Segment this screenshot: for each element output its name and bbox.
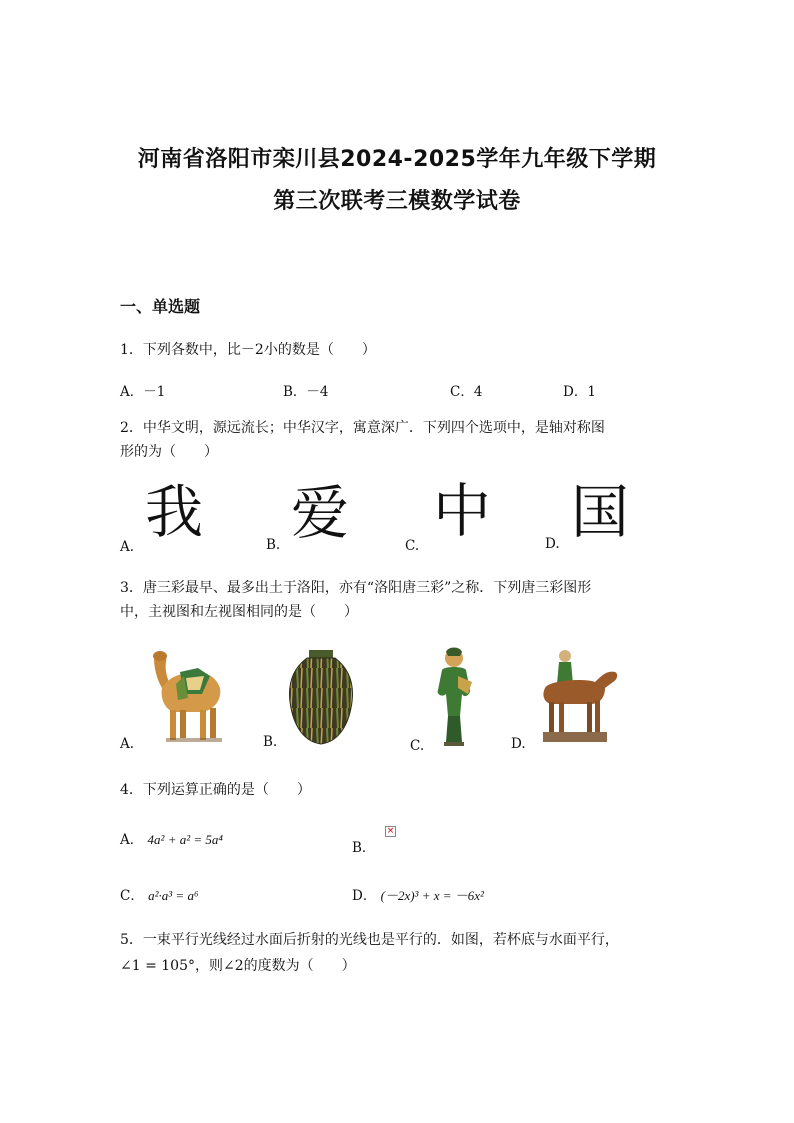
- q3-option-d-label: D.: [511, 736, 526, 752]
- option-expression: a²·a³ = a⁶: [148, 888, 199, 903]
- option-text: －4: [306, 384, 329, 400]
- option-expression: 4a² + a² = 5a⁴: [147, 832, 223, 847]
- page-title: 河南省洛阳市栾川县2024-2025学年九年级下学期: [137, 147, 657, 172]
- tang-sancai-camel-image: [140, 648, 230, 746]
- option-label: B．: [283, 384, 307, 400]
- q2-option-c-character: 中: [433, 477, 492, 545]
- q1-option-c: [450, 380, 482, 400]
- q3-option-c-label: C.: [410, 738, 425, 754]
- question-3-stem-line1: 3．唐三彩最早、最多出土于洛阳，亦有“洛阳唐三彩”之称．下列唐三彩图形: [120, 580, 592, 596]
- tang-sancai-horse-rider-image: [535, 648, 620, 746]
- option-text: 4: [473, 384, 483, 400]
- question-4-stem: 4．下列运算正确的是（ ）: [120, 782, 311, 798]
- option-expression: (－2x)³ + x = －6x²: [380, 888, 484, 903]
- q4-option-c: [120, 884, 198, 904]
- page-subtitle: 第三次联考三模数学试卷: [273, 189, 521, 214]
- q2-option-c-label: C.: [405, 538, 420, 554]
- q2-option-a-label: A.: [120, 539, 135, 555]
- q4-option-d: [352, 884, 484, 904]
- question-5-stem-line1: 5．一束平行光线经过水面后折射的光线也是平行的．如图，若杯底与水面平行，: [120, 932, 619, 948]
- q1-option-a: [120, 380, 165, 400]
- option-label: A．: [120, 384, 144, 400]
- broken-image-icon: ×: [386, 826, 395, 836]
- question-5-stem-line2: ∠1 = 105°，则∠2的度数为（ ）: [120, 958, 356, 974]
- q2-option-b-character: 爱: [291, 479, 350, 547]
- question-1-stem: 1．下列各数中，比－2小的数是（ ）: [120, 342, 376, 358]
- option-label: D．: [352, 888, 377, 904]
- question-3-stem-line2: 中，主视图和左视图相同的是（ ）: [120, 604, 358, 620]
- question-2-stem-line2: 形的为（ ）: [120, 444, 218, 460]
- tang-sancai-figure-image: [428, 646, 478, 748]
- option-label: A．: [120, 832, 144, 848]
- q2-option-d-label: D.: [545, 536, 560, 552]
- q1-option-d: [563, 380, 596, 400]
- q2-option-d-character: 国: [571, 478, 630, 546]
- q3-option-a-label: A.: [120, 736, 135, 752]
- q1-option-b: [283, 380, 329, 400]
- option-text: 1: [587, 384, 596, 400]
- q4-option-a: [120, 828, 223, 848]
- q3-option-b-label: B.: [263, 734, 278, 750]
- option-text: －1: [143, 384, 166, 400]
- tang-sancai-vase-image: [285, 648, 357, 746]
- q4-option-b-label: B．: [352, 840, 376, 856]
- option-label: C．: [120, 888, 144, 904]
- q2-option-a-character: 我: [145, 478, 204, 546]
- option-label: D．: [563, 384, 588, 400]
- option-label: C．: [450, 384, 474, 400]
- section-heading: 一、单选题: [120, 297, 201, 316]
- q2-option-b-label: B.: [266, 537, 281, 553]
- question-2-stem-line1: 2．中华文明，源远流长；中华汉字，寓意深广．下列四个选项中，是轴对称图: [120, 420, 605, 436]
